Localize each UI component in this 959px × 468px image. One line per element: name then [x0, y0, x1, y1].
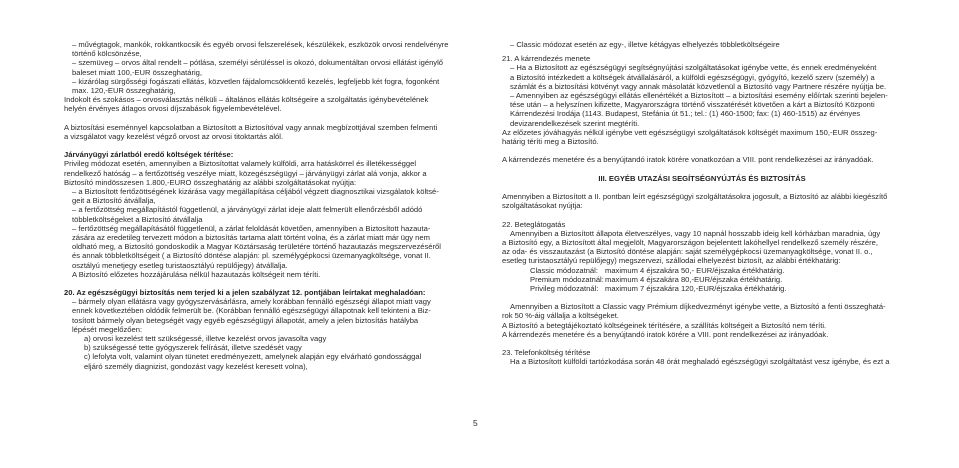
list-item: a Biztosító intézkedett a költségek átvállalásáról, a külföldi egészségügyi, gyógyító, kezelő szerv (személy) a: [510, 72, 875, 82]
list-item: – bármely olyan ellátásra vagy gyógyszervásárlásra, amely korábban fennálló egészségi állapot miatt vagy: [72, 297, 431, 307]
list-item: – Amennyiben az egészségügyi ellátás ellenértékét a Biztosított – a biztosítási esemény előírtak szerinti bejelen-: [510, 90, 888, 100]
text-line: max. 120,-EUR összeghatárig,: [72, 85, 176, 95]
list-item: tése után – a helyszínen kifizette, Magyarországra történő visszatérését követően a kárt a Biztosító Központi: [510, 100, 875, 110]
list-item: lépését megelőzően:: [72, 324, 143, 334]
list-item: – a fertőzöttség megállapítástól függetlenül, a járványügyi zárlat ideje alatt felmerült ellenőrzésből adódó: [72, 205, 423, 215]
text-line: határig téríti meg a Biztosító.: [502, 136, 599, 146]
limit-row: [502, 266, 902, 275]
list-item: osztályú menetjegy esetleg turistaosztályú repülőjegy) átvállalja.: [72, 260, 288, 270]
list-item: Kárrendezési Irodája (1143. Budapest, Stefánia út 51.; tel.: (1) 460-1500; fax: (1) 460-1515) az érvényes: [510, 109, 861, 119]
list-item: a) orvosi kezelést tett szükségessé, illetve kezelést orvos javasolta vagy: [84, 334, 327, 343]
chapter-title: III. EGYÉB UTAZÁSI SEGÍTSÉGNYÚJTÁS ÉS BIZTOSÍTÁS: [598, 173, 806, 183]
limit-value: maximum 7 éjszakára 120,-EUR/éjszaka értékhatárig.: [605, 283, 787, 293]
text-line: Biztosító mindösszesen 1.800,-EURO összeghatárig az alábbi szolgáltatásokat nyújtja:: [64, 177, 357, 187]
list-item: többletköltségeket a Biztosító átvállalja: [72, 214, 203, 224]
section-heading: 21. A kárrendezés menete: [502, 54, 591, 64]
text-line: A biztosítási eseménnyel kapcsolatban a Biztosított a Biztosítóval vagy annak megbízottjával szemben felmenti: [64, 122, 438, 132]
list-item: számlát és a biztosítási kötvényt vagy annak másolatát közvetlenül a Biztosító vagy Partnere részére nyújtja be.: [510, 81, 887, 91]
text-line: a Biztosító egy, a Biztosított által megjelölt, Magyarországon bejelentett lakóhellyel rendelkező személy részére,: [502, 237, 878, 247]
limit-plan: Privileg módozatnál:: [530, 283, 599, 293]
text-line: A kárrendezés menetére és a benyújtandó iratok körére vonatkozóan a VIII. pont rendelkezései az irányadóak.: [502, 155, 874, 165]
text-line: Indokolt és szokásos – orvosválasztás nélküli – általános ellátás költségeire a szolgáltatás igénybevételének: [64, 95, 429, 105]
text-line: – Classic módozat esetén az egy-, illetve kétágyas elhelyezés többletköltségeire: [510, 40, 780, 49]
list-item: oldható meg, a Biztosító gondoskodik a Magyar Köztársaság területére történő hazautazás megszervezéséről: [72, 242, 441, 252]
text-line: Amennyiben a Biztosított állapota életveszélyes, vagy 10 napnál hosszabb ideig kell kórházban maradnia, úgy: [510, 228, 881, 238]
list-item: – Ha a Biztosított az egészségügyi segítségnyújtási szolgáltatásokat igénybe vette, és ennek eredményeként: [510, 63, 877, 73]
text-line: rok 50 %-áig vállalja a költségeket.: [502, 311, 619, 321]
text-line: Ha a Biztosított külföldi tartózkodása során 48 órát meghaladó egészségügyi szolgáltatást vesz igénybe, és ezt a: [510, 357, 890, 367]
list-item: b) szükségessé tette gyógyszerek felírását, illetve szedését vagy: [84, 343, 302, 353]
text-line: Az előzetes jóváhagyás nélkül igénybe vett egészségügyi szolgáltatások költségét maximum 150,-EUR összeg-: [502, 127, 878, 137]
text-line: – kizárólag sürgősségi fogászati ellátás, közvetlen fájdalomcsökkentő kezelés, legfeljebb két fogra, fogonként: [72, 76, 440, 86]
text-line: baleset miatt 100,-EUR összeghatárig,: [72, 67, 203, 77]
text-line: – művégtagok, mankók, rokkantkocsik és egyéb orvosi felszerelések, készülékek, eszközök orvosi rendelvényre: [72, 40, 449, 49]
page-number: 5: [473, 418, 478, 428]
limit-row: [502, 284, 902, 293]
right-column: [502, 40, 902, 367]
list-item: tosított bármely olyan betegségét vagy egyéb egészségügyi állapotát, amely a jelen biztosítás hatályba: [72, 315, 419, 325]
list-item: – fertőzöttség megállapításától függetlenül, a zárlat feloldását követően, amennyiben a Biztosított hazauta-: [72, 223, 431, 233]
limit-plan: Classic módozatnál:: [530, 265, 598, 275]
text-line: helyén érvényes átlagos orvosi díjszabások figyelembevételével.: [64, 104, 282, 114]
text-line: Privileg módozat esetén, amennyiben a Biztosítottat valamely külföldi, arra hatáskörrel és illetékességgel: [64, 159, 417, 169]
text-line: A Biztosító a betegtájékoztató költségeinek térítésére, a szállítás költségeit a Biztosító nem téríti.: [502, 320, 827, 330]
list-item: zására az eredetileg tervezett módon a biztosítás tartama alatt történt volna, és a zárlat miatt már ügy nem: [72, 232, 430, 242]
list-item: – a Biztosított fertőzöttségének kizárása vagy megállapítása céljából végzett diagnosztikai vizsgálatok költsé-: [72, 187, 439, 196]
limit-value: maximum 4 éjszakára 80,-EUR/éjszaka értékhatárig.: [605, 274, 783, 284]
text-line: A kárrendezés menetére és a benyújtandó iratok körére a VIII. pont rendelkezései az irányadóak.: [502, 329, 829, 339]
section-heading: Járványügyi zárlatból eredő költségek térítése:: [64, 150, 234, 160]
text-line: Amennyiben a Biztosított a Classic vagy Prémium díjkedvezményt igénybe vette, a Biztosító a fenti összeghatá-: [510, 302, 886, 312]
list-item: devizarendelkezések szerint megtéríti.: [510, 118, 640, 128]
text-line: Amennyiben a Biztosított a II. pontban leírt egészségügyi szolgáltatásokra jogosult, a Biztosító az alábbi kiegészítő: [502, 192, 888, 201]
text-line: történő kölcsönzése,: [72, 49, 142, 59]
text-line: szolgáltatásokat nyújtja:: [502, 201, 583, 211]
limit-row: [502, 275, 902, 284]
list-item: c) lefolyta volt, valamint olyan tünetet eredményezett, amelynek alapján egy elvárható gondossággal: [84, 352, 422, 362]
section-heading: 23. Telefonköltség térítése: [502, 348, 591, 358]
section-heading: 22. Beteglátogatás: [502, 219, 566, 229]
limit-value: maximum 4 éjszakára 50,- EUR/éjszaka értékhatárig.: [605, 265, 785, 275]
text-line: a vizsgálatot vagy kezelést végző orvost az orvosi titoktartás alól.: [64, 131, 284, 141]
text-line: esetleg turistaosztályú repülőjegy) megszervezi, szállodai elhelyezést biztosít, az alábbi értékhatárig:: [502, 256, 841, 266]
text-line: az oda- és visszautazást (a Biztosító döntése alapján: saját személygépkocsi üzemanyagköltsége, vonat II. o.,: [502, 247, 873, 257]
text-line: – szemüveg – orvos által rendelt – pótlása, személyi sérüléssel is okozó, dokumentáltan orvosi ellátást igénylő: [72, 58, 444, 68]
left-column: [64, 40, 460, 371]
list-item: ennek következtében oldódik felmerült be. (Korábban fennálló egészségügyi állapotnak kell tekinteni a Biz-: [72, 306, 431, 316]
list-item: és annak többletköltségeit ( a Biztosító döntése alapján: pl. személygépkocsi üzemanyagköltsége, vonat II.: [72, 251, 431, 261]
list-item: geit a Biztosító átvállalja,: [72, 196, 156, 206]
text-line: rendelkező hatóság – a fertőzöttség veszélye miatt, közegészségügyi – járványügyi zárlat alá vonja, akkor a: [64, 168, 427, 178]
text-line: A Biztosító előzetes hozzájárulása nélkül hazautazás költségeit nem téríti.: [72, 269, 321, 279]
section-heading: 20. Az egészségügyi biztosítás nem terjed ki a jelen szabályzat 12. pontjában leírtakat meghaladóan:: [64, 288, 426, 298]
limit-plan: Premium módozatnál:: [530, 274, 604, 284]
list-item: eljáró személy diagnizist, gondozást vagy kezelést keresett volna),: [84, 361, 308, 371]
